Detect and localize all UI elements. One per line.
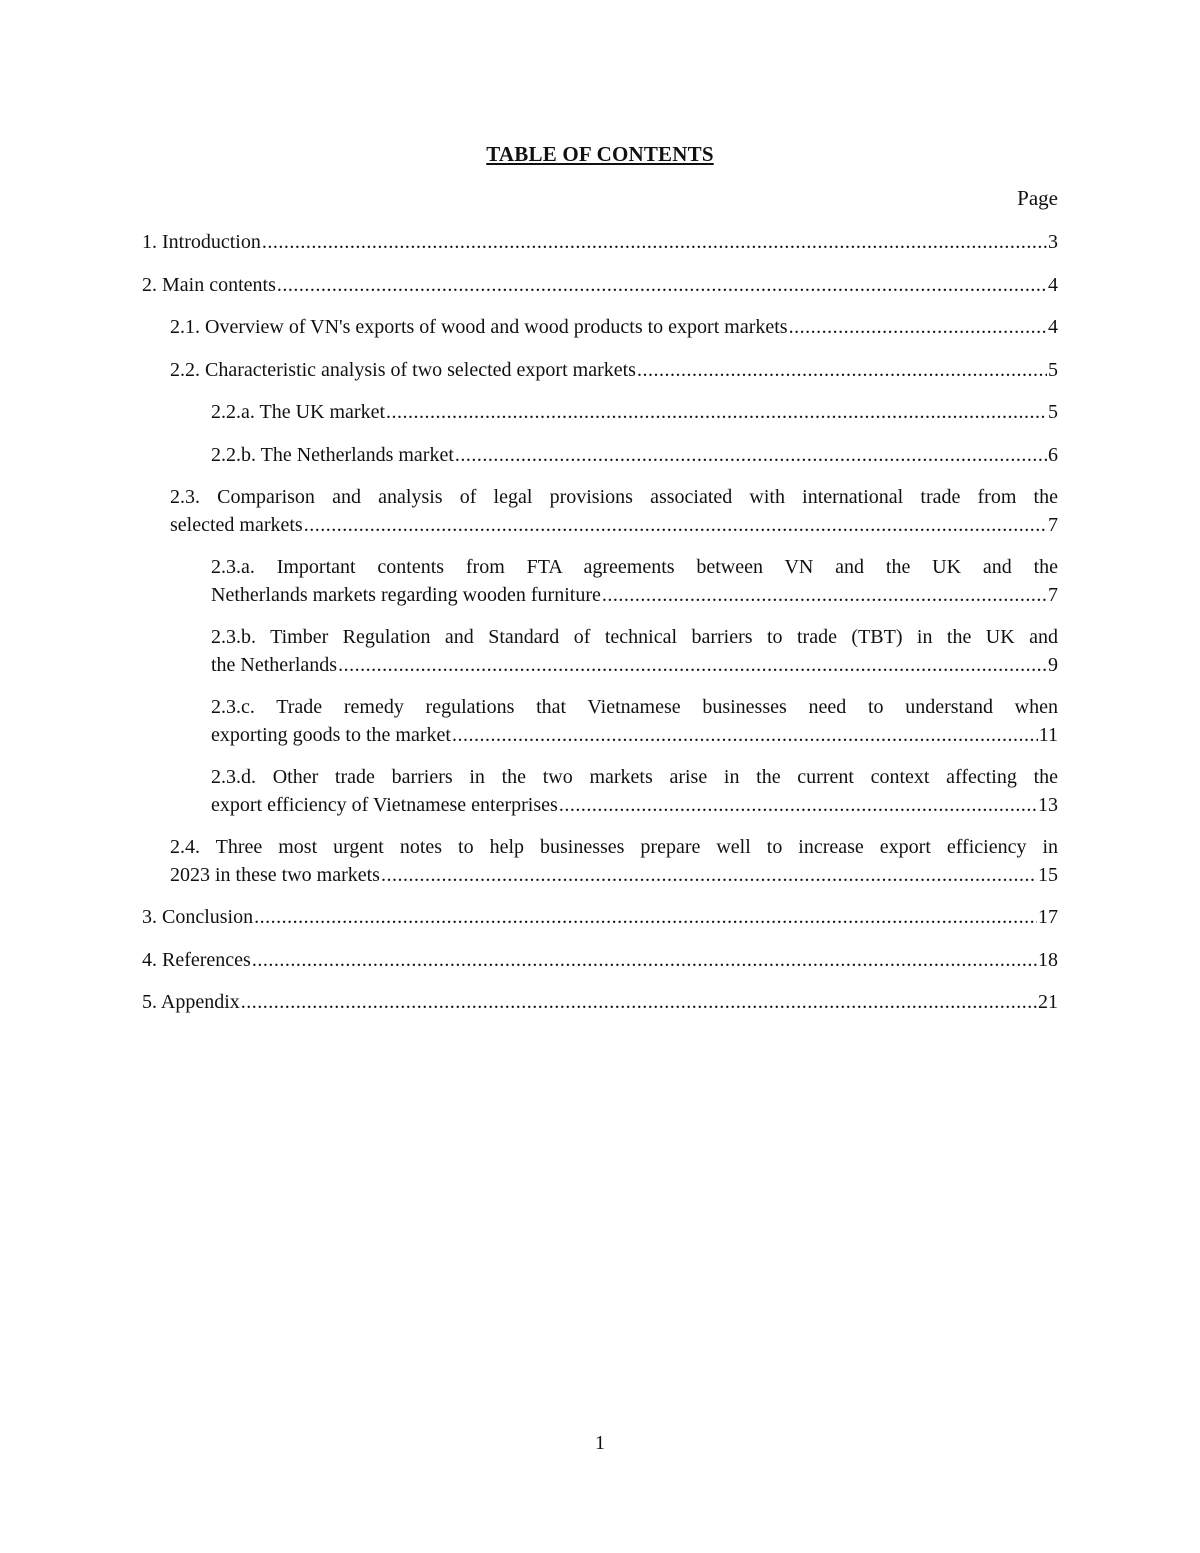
toc-entry-label-line2: Netherlands markets regarding wooden furniture bbox=[211, 584, 601, 606]
toc-entry-page: 5 bbox=[1048, 401, 1058, 423]
toc-entry-page: 17 bbox=[1038, 906, 1058, 928]
toc-entry-page: 4 bbox=[1048, 316, 1058, 338]
toc-entry-2-3[interactable] bbox=[170, 483, 1058, 539]
toc-entry-2-1[interactable] bbox=[170, 313, 1058, 341]
toc-entry-page: 9 bbox=[1048, 654, 1058, 676]
toc-entry-page: 7 bbox=[1048, 514, 1058, 536]
toc-entry-label-line2: 2023 in these two markets bbox=[170, 864, 380, 886]
toc-entry-2-2-a[interactable] bbox=[211, 398, 1058, 426]
toc-entry-2-3-d[interactable] bbox=[211, 763, 1058, 819]
dot-leader bbox=[452, 721, 1038, 749]
toc-entry-references[interactable] bbox=[142, 946, 1058, 974]
toc-title: TABLE OF CONTENTS bbox=[486, 142, 714, 166]
toc-entry-label: 2.2. Characteristic analysis of two selected export markets bbox=[170, 359, 636, 381]
toc-entry-page: 13 bbox=[1038, 794, 1058, 816]
dot-leader bbox=[338, 651, 1047, 679]
dot-leader bbox=[455, 441, 1047, 469]
toc-entry-label-line1: 2.3. Comparison and analysis of legal provisions associated with international trade from the bbox=[170, 486, 1058, 508]
dot-leader bbox=[386, 398, 1047, 426]
toc-entry-2-4[interactable] bbox=[170, 833, 1058, 889]
toc-entry-label: 2.1. Overview of VN's exports of wood and wood products to export markets bbox=[170, 316, 788, 338]
toc-entry-page: 18 bbox=[1038, 949, 1058, 971]
dot-leader bbox=[789, 313, 1047, 341]
toc-entry-introduction[interactable] bbox=[142, 228, 1058, 256]
toc-entry-label: 4. References bbox=[142, 949, 251, 971]
toc-entry-label-line2: selected markets bbox=[170, 514, 303, 536]
toc-entry-label: 2. Main contents bbox=[142, 274, 276, 296]
toc-entry-2-2-b[interactable] bbox=[211, 441, 1058, 469]
toc-entry-label: 1. Introduction bbox=[142, 231, 261, 253]
toc-entry-label-line1: 2.3.c. Trade remedy regulations that Vietnamese businesses need to understand when bbox=[211, 696, 1058, 718]
dot-leader bbox=[381, 861, 1037, 889]
dot-leader bbox=[277, 271, 1047, 299]
toc-entry-label-line1: 2.3.b. Timber Regulation and Standard of technical barriers to trade (TBT) in the UK and bbox=[211, 626, 1058, 648]
toc-entry-label: 2.2.b. The Netherlands market bbox=[211, 444, 454, 466]
dot-leader bbox=[304, 511, 1047, 539]
dot-leader bbox=[602, 581, 1047, 609]
dot-leader bbox=[559, 791, 1037, 819]
toc-entry-conclusion[interactable] bbox=[142, 903, 1058, 931]
toc-entry-label-line2: exporting goods to the market bbox=[211, 724, 451, 746]
dot-leader bbox=[262, 228, 1047, 256]
toc-entry-page: 15 bbox=[1038, 864, 1058, 886]
toc-entry-label: 2.2.a. The UK market bbox=[211, 401, 386, 423]
dot-leader bbox=[637, 356, 1047, 384]
toc-entry-2-3-c[interactable] bbox=[211, 693, 1058, 749]
page-number: 1 bbox=[595, 1432, 605, 1454]
toc-entry-label-line2: the Netherlands bbox=[211, 654, 338, 676]
toc-entry-2-2[interactable] bbox=[170, 356, 1058, 384]
toc-entry-page: 3 bbox=[1048, 231, 1058, 253]
toc-entry-2-3-a[interactable] bbox=[211, 553, 1058, 609]
page-column-header: Page bbox=[1017, 186, 1058, 210]
toc-entry-label: 3. Conclusion bbox=[142, 906, 254, 928]
dot-leader bbox=[241, 988, 1037, 1016]
toc-entry-label-line1: 2.4. Three most urgent notes to help businesses prepare well to increase export efficiency in bbox=[170, 836, 1058, 858]
toc-entry-page: 11 bbox=[1038, 724, 1058, 746]
dot-leader bbox=[252, 946, 1037, 974]
toc-entry-appendix[interactable] bbox=[142, 988, 1058, 1016]
toc-entry-label: 5. Appendix bbox=[142, 991, 240, 1013]
toc-entry-page: 5 bbox=[1048, 359, 1058, 381]
toc-entry-page: 6 bbox=[1048, 444, 1058, 466]
toc-entry-label-line1: 2.3.a. Important contents from FTA agreements between VN and the UK and the bbox=[211, 556, 1058, 578]
dot-leader bbox=[254, 903, 1037, 931]
toc-entry-label-line2: export efficiency of Vietnamese enterprises bbox=[211, 794, 558, 816]
toc-entry-page: 7 bbox=[1048, 584, 1058, 606]
toc-entry-main-contents[interactable] bbox=[142, 271, 1058, 299]
toc-entry-page: 21 bbox=[1038, 991, 1058, 1013]
toc-entry-label-line1: 2.3.d. Other trade barriers in the two markets arise in the current context affecting the bbox=[211, 766, 1058, 788]
toc-entry-2-3-b[interactable] bbox=[211, 623, 1058, 679]
toc-entry-page: 4 bbox=[1048, 274, 1058, 296]
